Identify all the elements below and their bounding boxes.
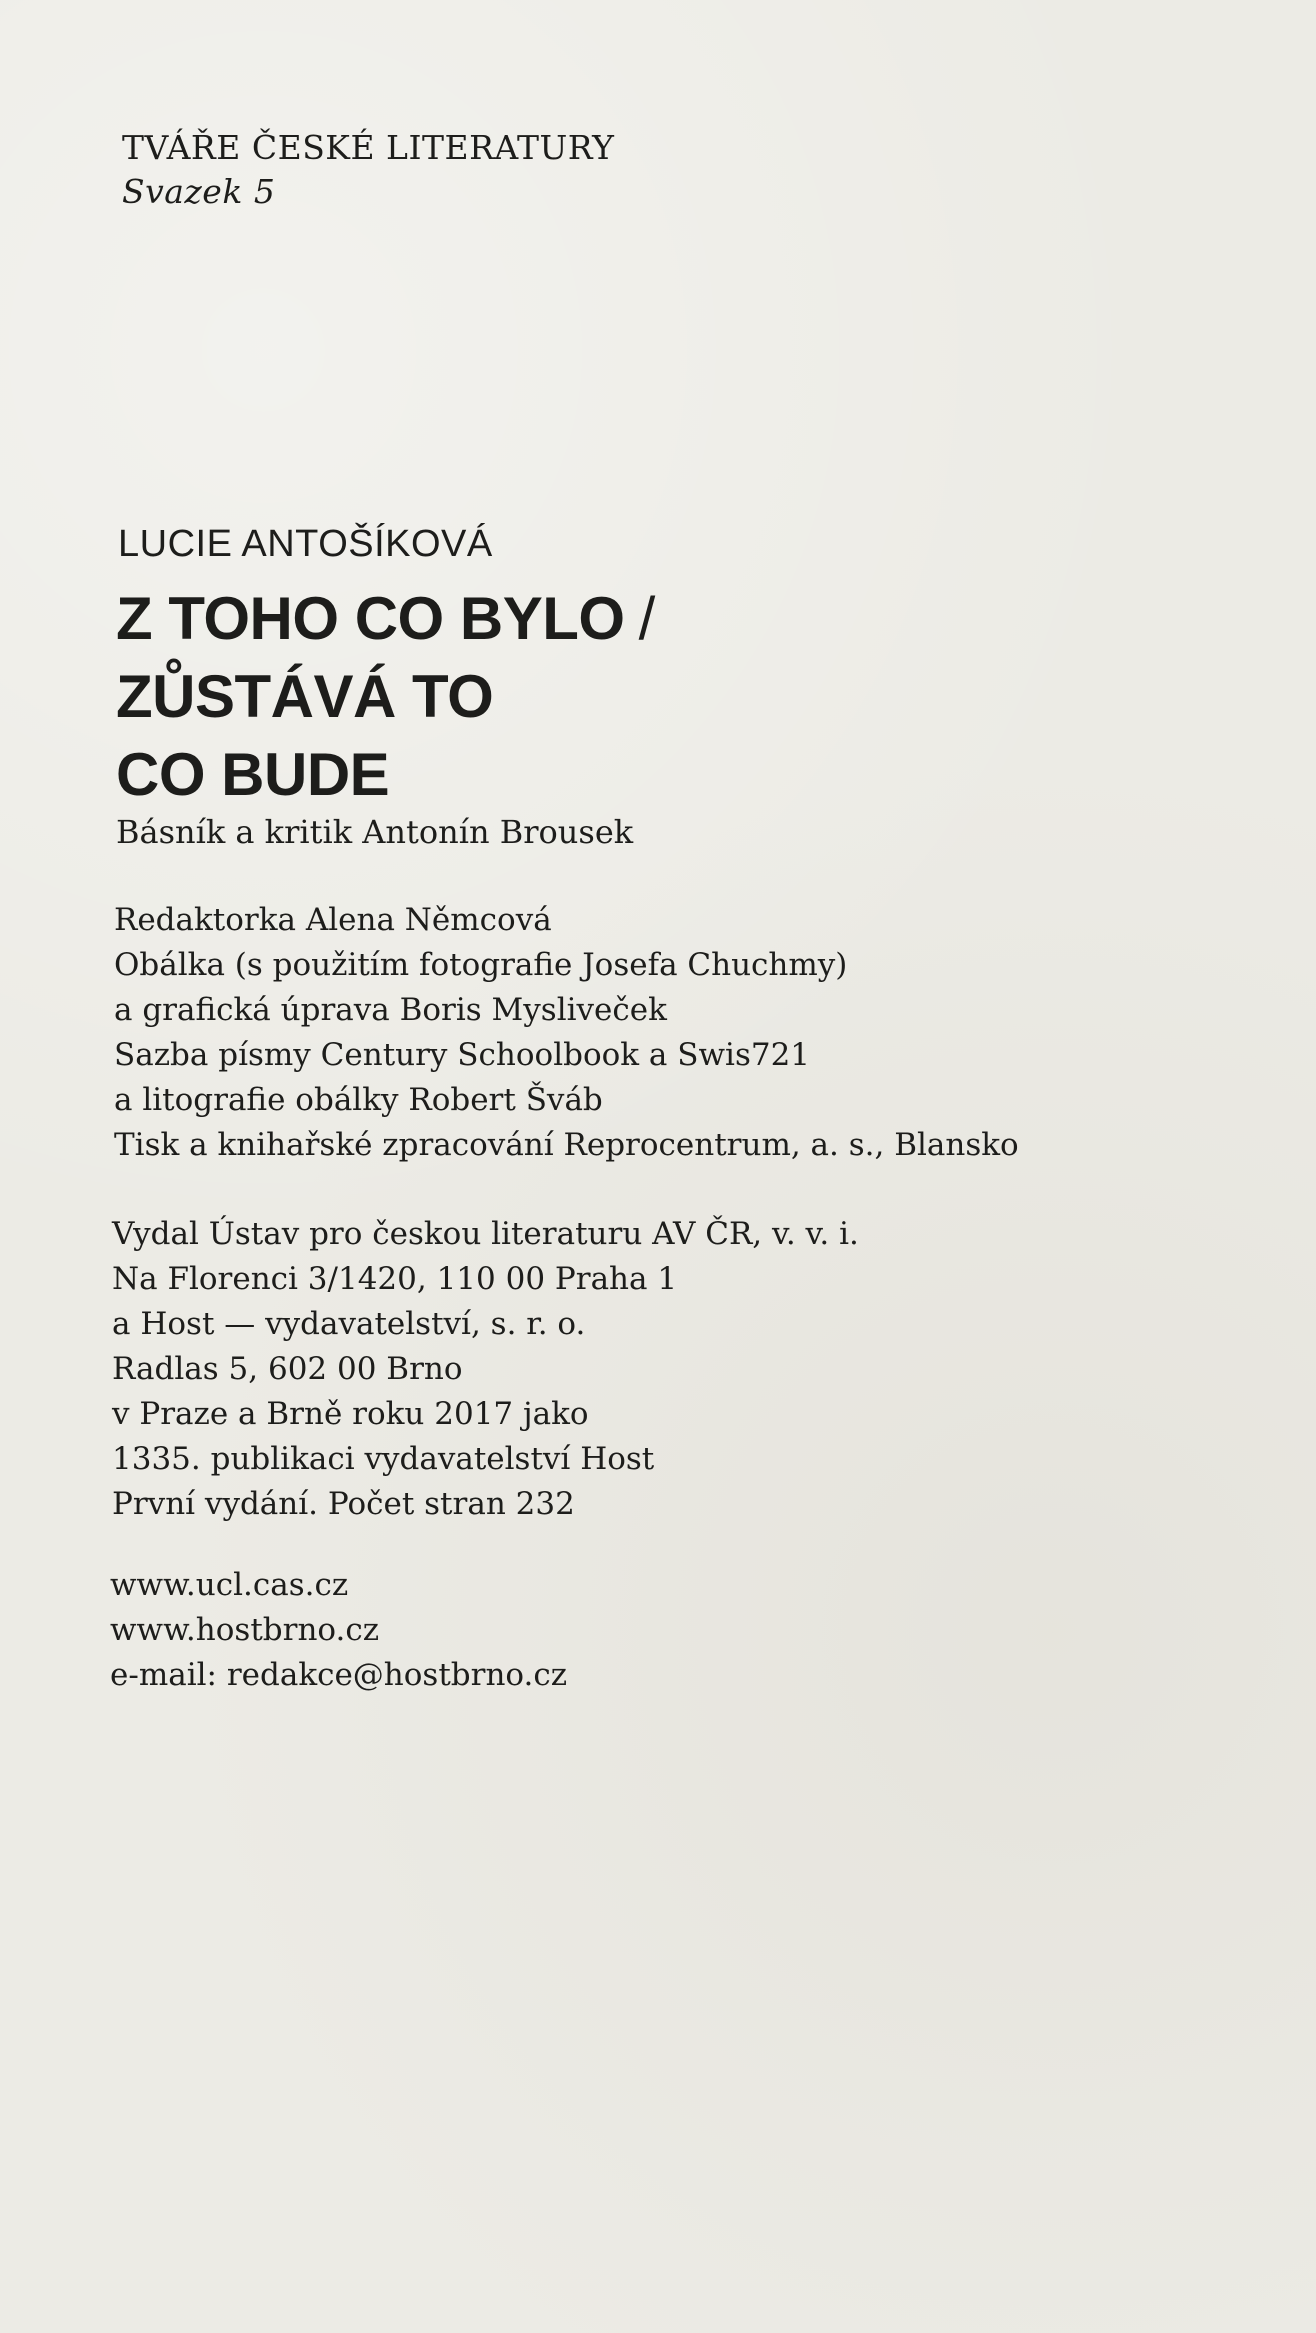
- title-line: [116, 580, 655, 658]
- credit-line: Sazba písmy Century Schoolbook a Swis721: [114, 1037, 811, 1073]
- email-contact: e-mail: redakce@hostbrno.cz: [110, 1657, 568, 1693]
- credit-line: Redaktorka Alena Němcová: [114, 902, 552, 938]
- publisher-block: [112, 1212, 859, 1527]
- publisher-line: v Praze a Brně roku 2017 jako: [112, 1396, 589, 1432]
- title-line: CO BUDE: [116, 741, 390, 808]
- series-info: [122, 126, 614, 214]
- publisher-line: 1335. publikaci vydavatelství Host: [112, 1441, 655, 1477]
- publisher-line: První vydání. Počet stran 232: [112, 1486, 575, 1522]
- credit-line: a litografie obálky Robert Šváb: [114, 1082, 603, 1118]
- credit-line: Tisk a knihařské zpracování Reprocentrum, a. s., Blansko: [114, 1127, 1019, 1163]
- series-name: TVÁŘE ČESKÉ LITERATURY: [122, 128, 615, 167]
- publisher-line: Vydal Ústav pro českou literaturu AV ČR, v. v. i.: [112, 1216, 859, 1252]
- publisher-line: a Host — vydavatelství, s. r. o.: [112, 1306, 586, 1342]
- credit-line: Obálka (s použitím fotografie Josefa Chuchmy): [114, 947, 848, 983]
- website-ucl: www.ucl.cas.cz: [110, 1567, 349, 1603]
- title-line-text: Z TOHO CO BYLO: [116, 585, 625, 652]
- series-volume: Svazek 5: [122, 172, 276, 211]
- author-name: LUCIE ANTOŠÍKOVÁ: [118, 523, 493, 565]
- website-host: www.hostbrno.cz: [110, 1612, 380, 1648]
- title-slash: /: [638, 585, 655, 652]
- credit-line: a grafická úprava Boris Myslivеček: [114, 992, 667, 1028]
- title-line: ZŮSTÁVÁ TO: [116, 663, 494, 730]
- book-title: [116, 580, 655, 814]
- publisher-line: Na Florenci 3/1420, 110 00 Praha 1: [112, 1261, 678, 1297]
- publisher-line: Radlas 5, 602 00 Brno: [112, 1351, 463, 1387]
- book-subtitle: Básník a kritik Antonín Brousek: [116, 813, 634, 851]
- credits-block: [114, 898, 1019, 1168]
- contact-block: [110, 1563, 567, 1698]
